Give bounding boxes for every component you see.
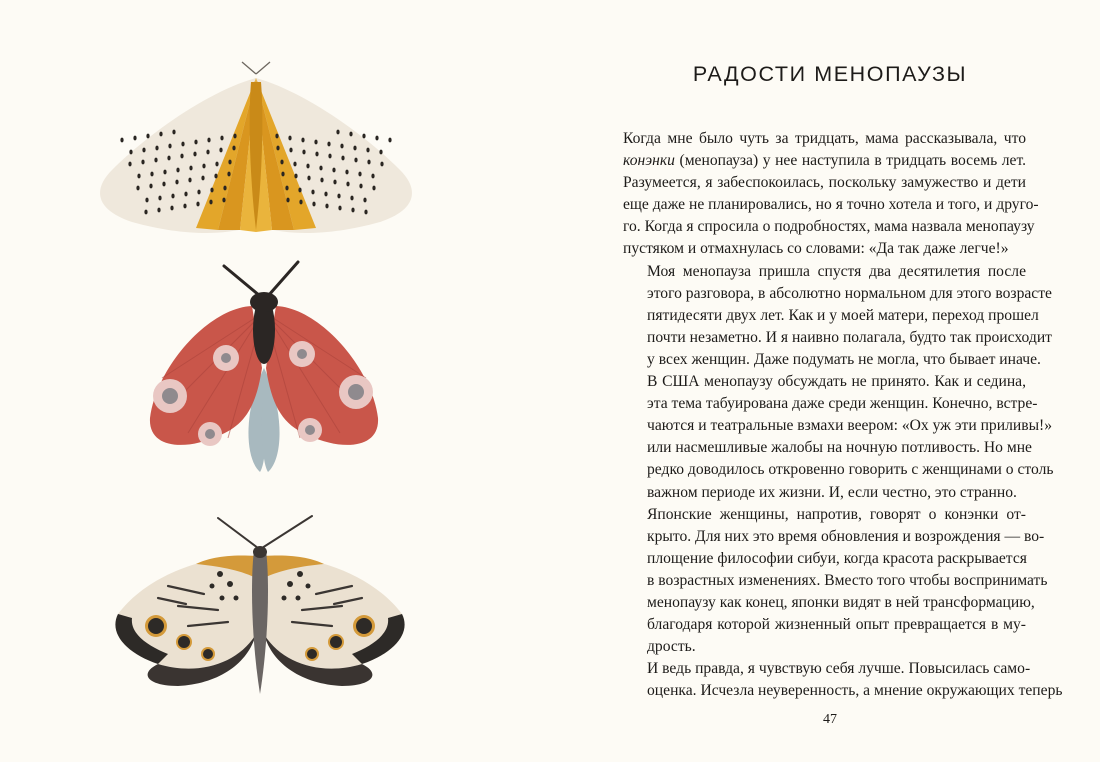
- wing-dot: [158, 196, 161, 201]
- wing-dot: [128, 162, 131, 167]
- wing-dot: [193, 152, 196, 157]
- wing-dot: [314, 140, 317, 145]
- wing-dot: [201, 176, 204, 181]
- text-line: менопаузу как конец, японки видят в ней трансформацию,: [647, 593, 1035, 611]
- wing-dot: [380, 162, 383, 167]
- wing-dot: [133, 136, 136, 141]
- wing-dot: [136, 186, 139, 191]
- wing-dot: [363, 198, 366, 203]
- text-line: Японские женщины, напротив, говорят о конэнки от-: [647, 505, 1026, 523]
- red-moth-icon: [148, 258, 380, 480]
- text-line: В США менопаузу обсуждать не принято. Как и седина,: [647, 373, 1026, 391]
- wing-dot: [210, 188, 213, 193]
- wing-dot: [311, 190, 314, 195]
- wing-dot: [337, 194, 340, 199]
- wing-dot: [379, 150, 382, 155]
- wing-dot: [215, 162, 218, 167]
- wing-dot: [228, 160, 231, 165]
- wing-dot: [366, 148, 369, 153]
- text-line: важном периоде их жизни. И, если честно, это странно.: [647, 483, 1017, 501]
- wing-dot: [189, 166, 192, 171]
- wing-dot: [332, 168, 335, 173]
- wing-dot: [181, 142, 184, 147]
- italic-term: конэнки: [623, 152, 675, 170]
- text-line: благодаря которой жизненный опыт превращается в му-: [647, 616, 1026, 634]
- wing-dot: [163, 170, 166, 175]
- wing-dot: [293, 162, 296, 167]
- wing-dot: [154, 158, 157, 163]
- wing-dot: [167, 156, 170, 161]
- text-line: пустяком и отмахнулась со словами: «Да так даже легче!»: [623, 240, 1009, 258]
- wing-dot: [345, 170, 348, 175]
- wing-dot: [294, 174, 297, 179]
- wing-dot: [144, 210, 147, 215]
- paragraph: [623, 128, 1039, 261]
- wing-dot: [372, 186, 375, 191]
- wing-dot: [306, 164, 309, 169]
- wing-dot: [371, 174, 374, 179]
- wing-dot: [220, 136, 223, 141]
- text-line: чаются и театральные взмахи веером: «Ох уж эти приливы!»: [647, 417, 1053, 435]
- wing-dot: [275, 134, 278, 139]
- wing-dot: [307, 176, 310, 181]
- wing-dot: [364, 210, 367, 215]
- right-page: [560, 0, 1100, 762]
- text-line: этого разговора, в абсолютно нормальном для этого возрасте: [647, 284, 1052, 302]
- wing-dot: [325, 204, 328, 209]
- wing-dot: [299, 200, 302, 205]
- wing-dot: [171, 194, 174, 199]
- wing-dot: [157, 208, 160, 213]
- cream-black-moth-icon: [108, 514, 412, 696]
- wing-dot: [214, 174, 217, 179]
- text-line: Моя менопауза пришла спустя два десятилетия после: [647, 262, 1026, 280]
- wing-dot: [184, 192, 187, 197]
- wing-dot: [324, 192, 327, 197]
- text-line: в возрастных изменениях. Вместо того чтобы воспринимать: [647, 571, 1048, 589]
- text-line: площение философии сибуи, когда красота раскрывается: [647, 549, 1027, 567]
- wing-dot: [327, 142, 330, 147]
- wing-dot: [180, 154, 183, 159]
- wing-dot: [285, 186, 288, 191]
- body-text: [623, 128, 1063, 702]
- text-line: у всех женщин. Даже подумать не могла, что бывает иначе.: [647, 350, 1041, 368]
- wing-dot: [146, 134, 149, 139]
- text-line: Когда мне было чуть за тридцать, мама рассказывала, что: [623, 130, 1026, 147]
- wing-dot: [207, 138, 210, 143]
- wing-dot: [172, 130, 175, 135]
- text-line: крыто. Для них это время обновления и возрождения — во-: [647, 527, 1045, 545]
- wing-dot: [340, 144, 343, 149]
- wing-dot: [188, 178, 191, 183]
- wing-dot: [328, 154, 331, 159]
- wing-dot: [319, 166, 322, 171]
- wing-dot: [298, 188, 301, 193]
- chapter-title: РАДОСТИ МЕНОПАУЗЫ: [692, 62, 968, 86]
- wing-dot: [351, 208, 354, 213]
- wing-dot: [219, 148, 222, 153]
- wing-dot: [280, 160, 283, 165]
- wing-dot: [222, 198, 225, 203]
- text-line: еще даже не планировались, но я точно хотела и того, и друго-: [623, 196, 1039, 214]
- text-line: пятидесяти двух лет. Как и у моей матери, переход прошел: [647, 306, 1039, 324]
- left-page: [0, 0, 540, 762]
- wing-dot: [170, 206, 173, 211]
- wing-dot: [276, 146, 279, 151]
- text-line: [623, 150, 1026, 172]
- wing-dot: [338, 206, 341, 211]
- wing-dot: [183, 204, 186, 209]
- wing-dot: [336, 130, 339, 135]
- wing-dot: [168, 144, 171, 149]
- wing-dot: [145, 198, 148, 203]
- wing-dot: [350, 196, 353, 201]
- wing-dot: [358, 172, 361, 177]
- wing-dot: [206, 150, 209, 155]
- wing-dot: [176, 168, 179, 173]
- wing-dot: [142, 148, 145, 153]
- wing-dot: [315, 152, 318, 157]
- text-line: редко доводилось откровенно говорить с женщинами о столь: [647, 461, 1054, 479]
- text-line: почти незаметно. И я наивно полагала, будто так происходит: [647, 328, 1052, 346]
- text-line: оценка. Исчезла неуверенность, а мнение окружающих теперь: [647, 682, 1063, 700]
- wing-dot: [362, 134, 365, 139]
- paragraph: [623, 504, 1048, 659]
- wing-dot: [137, 174, 140, 179]
- paragraph: [623, 261, 1052, 371]
- wing-dot: [223, 186, 226, 191]
- paragraph: [623, 371, 1054, 504]
- wing-dot: [367, 160, 370, 165]
- wing-dot: [175, 180, 178, 185]
- wing-dot: [312, 202, 315, 207]
- wing-dot: [301, 138, 304, 143]
- wing-dot: [359, 184, 362, 189]
- wing-dot: [341, 156, 344, 161]
- cream-yellow-moth-icon: [92, 60, 422, 245]
- wing-dot: [288, 136, 291, 141]
- wing-dot: [232, 146, 235, 151]
- wing-dot: [233, 134, 236, 139]
- wing-dot: [141, 160, 144, 165]
- wing-dot: [202, 164, 205, 169]
- wing-dot: [196, 202, 199, 207]
- wing-dot: [149, 184, 152, 189]
- wing-dot: [197, 190, 200, 195]
- text-line: И ведь правда, я чувствую себя лучше. Повысилась само-: [647, 660, 1031, 678]
- wing-dot: [346, 182, 349, 187]
- wing-dot: [388, 138, 391, 143]
- wing-dot: [302, 150, 305, 155]
- wing-dot: [320, 178, 323, 183]
- wing-dot: [227, 172, 230, 177]
- wing-dot: [281, 172, 284, 177]
- wing-dot: [150, 172, 153, 177]
- text-line: или насмешливые жалобы на ночную потливость. Но мне: [647, 439, 1032, 457]
- wing-dot: [375, 136, 378, 141]
- wing-dot: [289, 148, 292, 153]
- wing-dot: [209, 200, 212, 205]
- wing-dot: [120, 138, 123, 143]
- wing-dot: [333, 180, 336, 185]
- wing-dot: [155, 146, 158, 151]
- text-line: го. Когда я спросила о подробностях, мама назвала менопаузу: [623, 218, 1035, 236]
- text-line: эта тема табуирована даже среди женщин. Конечно, встре-: [647, 395, 1038, 413]
- paragraph: [623, 658, 1063, 702]
- wing-dot: [353, 146, 356, 151]
- page-number: 47: [823, 712, 837, 727]
- text-line: дрость.: [647, 638, 696, 656]
- wing-dot: [159, 132, 162, 137]
- text-run: (менопауза) у нее наступила в тридцать восемь лет.: [674, 152, 1026, 170]
- wing-dot: [354, 158, 357, 163]
- wing-dot: [286, 198, 289, 203]
- wing-dot: [194, 140, 197, 145]
- wing-dot: [162, 182, 165, 187]
- wing-dot: [349, 132, 352, 137]
- text-line: Разумеется, я забеспокоилась, поскольку замужество и дети: [623, 174, 1026, 192]
- wing-dot: [129, 150, 132, 155]
